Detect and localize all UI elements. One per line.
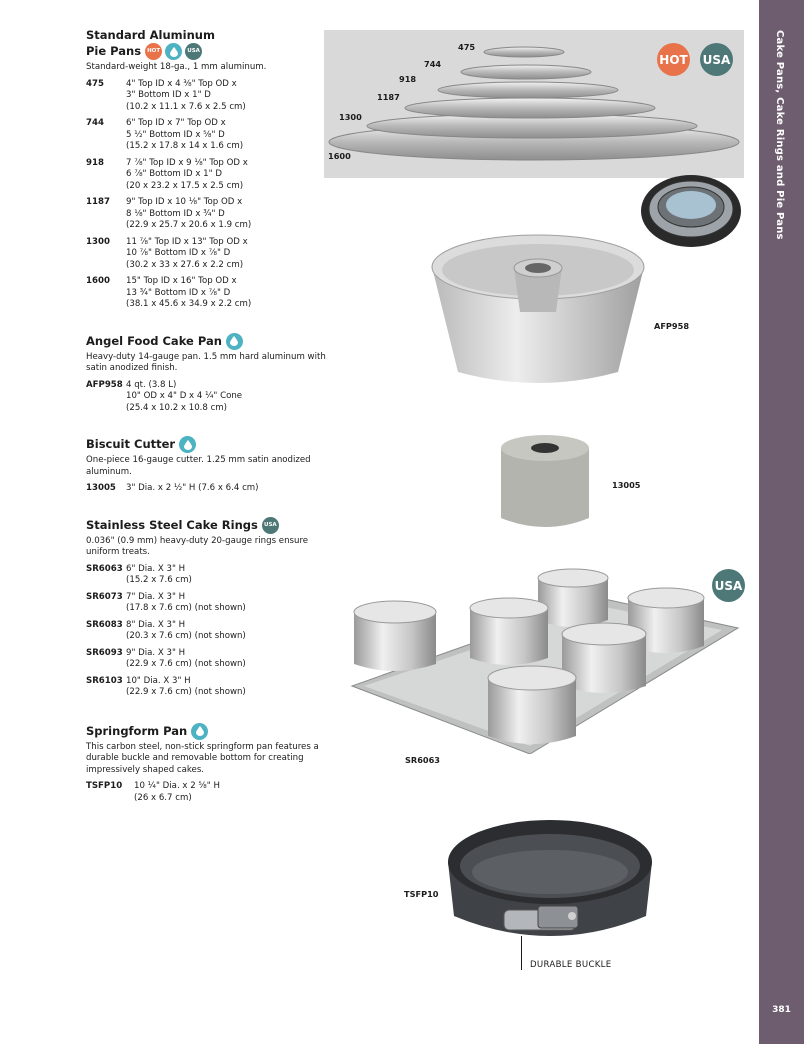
biscuit-cutter-image	[498, 432, 593, 532]
item-code: 475	[86, 78, 104, 89]
section-description: Heavy-duty 14-gauge pan. 1.5 mm hard aluminum with satin anodized finish.	[86, 351, 326, 373]
item-spec: 11 ⅞" Top ID x 13" Top OD x 10 ⅞" Bottom ID x ⅞" D (30.2 x 33 x 27.6 x 2.2 cm)	[126, 236, 248, 270]
product-list	[86, 28, 326, 820]
section-description: One-piece 16-gauge cutter. 1.25 mm satin anodized aluminum.	[86, 455, 311, 477]
item-spec: 7 ⅞" Top ID x 9 ⅛" Top OD x 6 ⅞" Bottom ID x 1" D (20 x 23.2 x 17.5 x 2.5 cm)	[126, 157, 248, 191]
spec-row	[86, 158, 326, 193]
section-description: 0.036" (0.9 mm) heavy-duty 20-gauge rings ensure uniform treats.	[86, 535, 309, 557]
item-spec: 6" Dia. X 3" H (15.2 x 7.6 cm)	[126, 563, 192, 585]
item-code: AFP958	[86, 379, 123, 390]
photo-label-afp958: AFP958	[654, 321, 690, 331]
section-title-line2: Pie Pans	[86, 44, 142, 58]
aluminum-drop-icon	[191, 723, 208, 740]
photo-label-1300: 1300	[339, 112, 362, 122]
item-spec: 4 qt. (3.8 L) 10" OD x 4" D x 4 ¼" Cone (25.4 x 10.2 x 10.8 cm)	[126, 379, 243, 413]
section-description: This carbon steel, non-stick springform pan features a durable buckle and removable bottom for creating impressively shaped cakes.	[86, 741, 319, 775]
item-spec: 15" Top ID x 16" Top OD x 13 ¾" Bottom ID x ⅞" D (38.1 x 45.6 x 34.9 x 2.2 cm)	[126, 276, 252, 309]
item-code: TSFP10	[86, 781, 123, 791]
spec-row	[86, 276, 326, 311]
page-number: 381	[772, 1005, 791, 1015]
item-spec: 3" Dia. x 2 ½" H (7.6 x 6.4 cm)	[126, 483, 259, 493]
usa-badge: USA	[185, 43, 202, 60]
spec-row	[86, 197, 326, 232]
spec-row	[86, 620, 326, 643]
item-spec: 4" Top ID x 4 ⅜" Top OD x 3" Bottom ID x 1" D (10.2 x 11.1 x 7.6 x 2.5 cm)	[126, 78, 246, 112]
item-code: 1187	[86, 197, 110, 207]
item-spec: 10" Dia. X 3" H (22.9 x 7.6 cm) (not shown)	[126, 675, 246, 697]
item-code: 744	[86, 118, 104, 128]
cake-rings-image	[350, 568, 742, 754]
spec-row	[86, 564, 326, 587]
item-spec: 8" Dia. X 3" H (20.3 x 7.6 cm) (not shown)	[126, 619, 246, 641]
photo-label-sr6063: SR6063	[405, 755, 440, 765]
item-code: SR6063	[86, 563, 123, 574]
item-code: SR6083	[86, 619, 123, 630]
item-spec: 9" Top ID x 10 ⅛" Top OD x 8 ⅛" Bottom ID x ¾" D (22.9 x 25.7 x 20.6 x 1.9 cm)	[126, 197, 252, 230]
photo-label-1187: 1187	[377, 92, 400, 102]
aluminum-drop-icon	[179, 436, 196, 453]
photo-label-918: 918	[399, 74, 417, 84]
springform-pan-image	[444, 816, 656, 944]
spec-row	[86, 237, 326, 272]
item-spec: 7" Dia. X 3" H (17.8 x 7.6 cm) (not shown)	[126, 591, 246, 613]
side-tab-title: Cake Pans, Cake Rings and Pie Pans	[774, 30, 785, 240]
section-title: Standard Aluminum	[86, 28, 215, 42]
spec-row	[86, 648, 326, 671]
item-spec: 6" Top ID x 7" Top OD x 5 ½" Bottom ID x ⅝" D (15.2 x 17.8 x 14 x 1.6 cm)	[126, 118, 244, 151]
section-title: Biscuit Cutter	[86, 437, 176, 451]
spec-row	[86, 79, 326, 114]
spec-row	[86, 592, 326, 615]
spec-row	[86, 781, 326, 804]
item-code: SR6093	[86, 647, 123, 658]
stacked-pans-image	[638, 172, 744, 250]
section-title: Angel Food Cake Pan	[86, 333, 222, 348]
item-spec: 9" Dia. X 3" H (22.9 x 7.6 cm) (not shown)	[126, 647, 246, 669]
aluminum-drop-icon	[226, 333, 243, 350]
usa-badge: USA	[712, 569, 745, 602]
item-code: 1300	[86, 236, 110, 247]
buckle-callout: DURABLE BUCKLE	[530, 960, 612, 970]
usa-badge: USA	[262, 517, 279, 534]
usa-badge: USA	[700, 43, 733, 76]
spec-row	[86, 380, 326, 415]
item-code: SR6073	[86, 591, 123, 602]
photo-label-tsfp10: TSFP10	[404, 889, 439, 899]
item-code: 1600	[86, 276, 110, 286]
buckle-callout-line	[521, 936, 522, 970]
hot-badge: HOT	[657, 43, 690, 76]
spec-row	[86, 676, 326, 699]
photo-label-1600: 1600	[328, 151, 351, 161]
section-description: Standard-weight 18-ga., 1 mm aluminum.	[86, 62, 267, 72]
spec-row	[86, 118, 326, 153]
aluminum-drop-icon	[165, 43, 182, 60]
item-spec: 10 ¼" Dia. x 2 ⅝" H (26 x 6.7 cm)	[134, 781, 220, 803]
photo-label-13005: 13005	[612, 480, 641, 490]
angel-food-pan-image	[428, 232, 648, 390]
photo-label-744: 744	[424, 59, 442, 69]
section-cake-rings	[86, 517, 326, 699]
item-code: SR6103	[86, 675, 123, 686]
item-code: 918	[86, 157, 104, 168]
photo-label-475: 475	[458, 42, 476, 52]
item-code: 13005	[86, 483, 116, 493]
section-title: Springform Pan	[86, 723, 188, 738]
section-biscuit-cutter	[86, 436, 326, 495]
section-title: Stainless Steel Cake Rings	[86, 517, 258, 532]
hot-badge: HOT	[145, 43, 162, 60]
section-angel-food	[86, 333, 326, 415]
section-pie-pans	[86, 28, 326, 311]
spec-row	[86, 483, 326, 495]
section-springform	[86, 723, 326, 805]
